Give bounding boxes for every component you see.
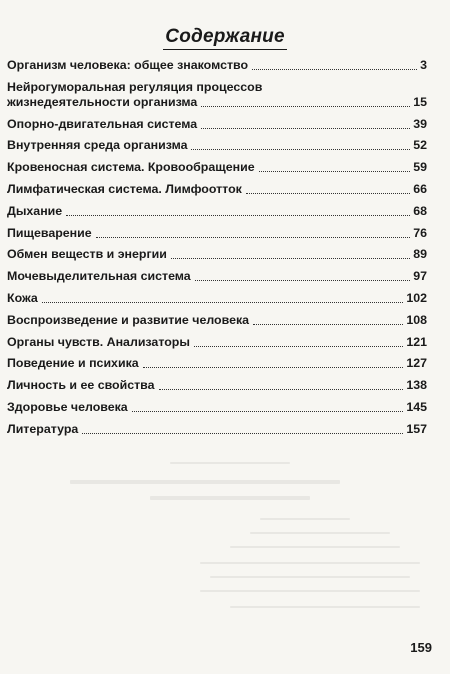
leader-dots	[252, 69, 417, 70]
leader-dots	[191, 149, 410, 150]
leader-dots	[132, 411, 404, 412]
leader-dots	[159, 389, 404, 390]
toc-entry[interactable]	[7, 313, 427, 328]
toc-entry-title: Мочевыделительная система	[7, 269, 191, 284]
show-through-line	[150, 496, 310, 500]
toc-entry-title: Внутренняя среда организма	[7, 138, 188, 153]
leader-dots	[171, 258, 410, 259]
leader-dots	[143, 367, 404, 368]
toc-entry-page: 108	[406, 312, 427, 327]
toc-entry-title: Организм человека: общее знакомство	[7, 58, 249, 72]
toc-entry[interactable]	[7, 291, 427, 306]
toc-entry-page: 145	[406, 399, 427, 414]
toc-entry[interactable]	[7, 356, 427, 371]
toc-entry-page: 102	[406, 290, 427, 305]
toc-entry[interactable]	[7, 226, 427, 241]
toc-entry-page: 59	[413, 160, 427, 175]
toc-entry[interactable]	[7, 58, 427, 73]
show-through-line	[200, 590, 420, 592]
toc-entry-title-line1: Нейрогуморальная регуляция процессов	[7, 79, 263, 94]
toc-entry[interactable]	[7, 422, 427, 437]
toc-entry[interactable]	[7, 182, 427, 197]
toc-entry[interactable]	[7, 335, 427, 350]
toc-entry-title: Здоровье человека	[7, 399, 128, 414]
leader-dots	[246, 193, 410, 194]
leader-dots	[66, 215, 410, 216]
toc-entry[interactable]	[7, 138, 427, 153]
toc-entry-page: 52	[413, 138, 427, 153]
show-through-line	[210, 576, 410, 578]
leader-dots	[194, 346, 403, 347]
show-through-line	[170, 462, 290, 464]
toc-entry-page: 39	[413, 116, 427, 131]
show-through-line	[200, 562, 420, 564]
table-of-contents	[7, 58, 427, 444]
toc-entry[interactable]	[7, 378, 427, 393]
toc-entry-title: Кровеносная система. Кровообращение	[7, 160, 255, 175]
show-through-line	[230, 606, 420, 608]
toc-entry-title: Личность и ее свойства	[7, 378, 155, 393]
leader-dots	[201, 106, 410, 107]
toc-entry-title: Органы чувств. Анализаторы	[7, 334, 190, 349]
toc-entry[interactable]	[7, 269, 427, 284]
toc-entry-title: Кожа	[7, 290, 38, 305]
toc-entry-page: 89	[413, 247, 427, 262]
toc-heading-text: Содержание	[163, 26, 286, 50]
leader-dots	[259, 171, 411, 172]
toc-entry-page: 15	[413, 94, 427, 109]
toc-entry-page: 3	[420, 58, 427, 72]
toc-entry-title: Лимфатическая система. Лимфоотток	[7, 181, 242, 196]
show-through-line	[250, 532, 390, 534]
toc-entry-page: 157	[406, 421, 427, 436]
toc-entry-title: Обмен веществ и энергии	[7, 247, 167, 262]
leader-dots	[253, 324, 403, 325]
toc-heading	[0, 26, 450, 50]
toc-entry-page: 66	[413, 181, 427, 196]
toc-entry[interactable]	[7, 117, 427, 132]
toc-entry-page: 121	[406, 334, 427, 349]
leader-dots	[82, 433, 403, 434]
toc-entry-page: 76	[413, 225, 427, 240]
toc-entry-title: жизнедеятельности организма	[7, 94, 198, 109]
show-through-line	[230, 546, 400, 548]
toc-entry[interactable]	[7, 160, 427, 175]
toc-entry-title: Воспроизведение и развитие человека	[7, 312, 250, 327]
toc-entry-page: 127	[406, 356, 427, 371]
toc-entry-page: 68	[413, 203, 427, 218]
toc-entry-page: 138	[406, 378, 427, 393]
show-through-line	[260, 518, 350, 520]
show-through-line	[70, 480, 340, 484]
leader-dots	[201, 128, 410, 129]
toc-entry[interactable]	[7, 204, 427, 219]
toc-entry[interactable]	[7, 247, 427, 262]
toc-entry-title: Поведение и психика	[7, 356, 139, 371]
leader-dots	[96, 237, 411, 238]
toc-entry-title: Опорно-двигательная система	[7, 116, 198, 131]
toc-entry-title: Дыхание	[7, 203, 63, 218]
toc-entry[interactable]	[7, 80, 427, 110]
leader-dots	[42, 302, 404, 303]
toc-entry-page: 97	[413, 269, 427, 284]
leader-dots	[195, 280, 411, 281]
toc-entry-title: Литература	[7, 421, 79, 436]
toc-entry[interactable]	[7, 400, 427, 415]
page-number: 159	[410, 640, 432, 655]
show-through-from-reverse	[0, 440, 450, 640]
toc-entry-title: Пищеварение	[7, 225, 92, 240]
